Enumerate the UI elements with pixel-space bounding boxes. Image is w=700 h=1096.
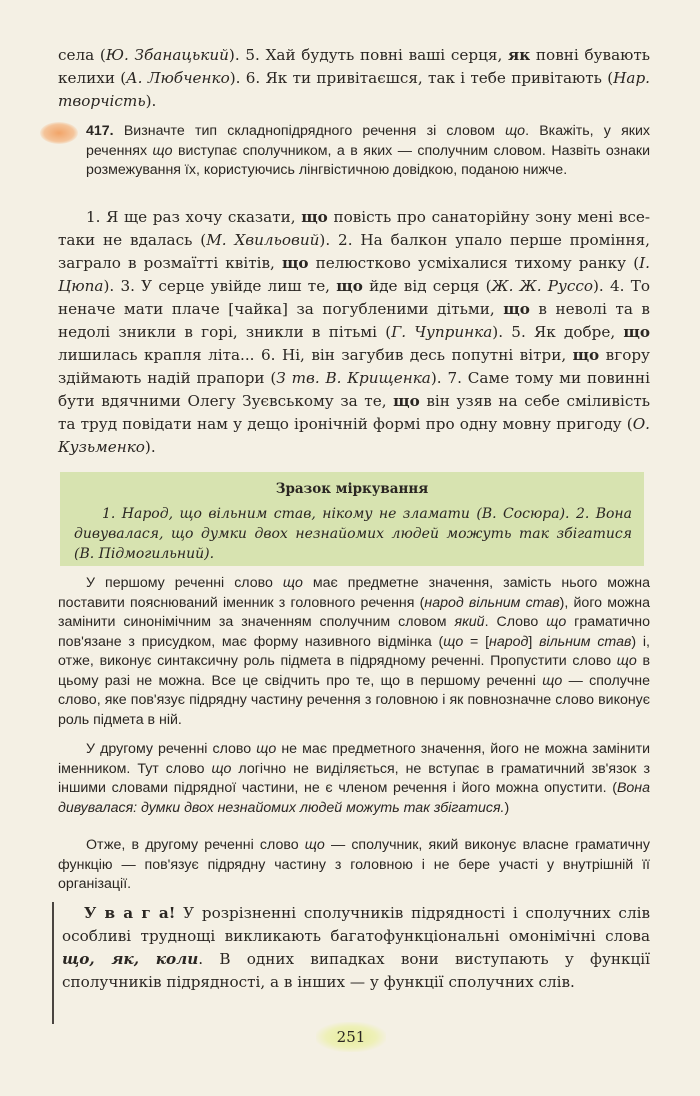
exercise-number: 417. [86, 123, 114, 139]
explanation-paragraph-3: Отже, в другому реченні слово що — сполучник, який виконує власне граматичну функцію — пов'язує підрядну частину з головною і не бере участі у внутрішній її організації. [58, 837, 650, 892]
author-citation: І. Цюпа [58, 254, 650, 295]
attention-label: У в а г а! [84, 904, 176, 922]
attention-note: У в а г а! У розрізненні сполучників підрядності і сполучних слів особливі труднощі викликають багатофункціональні омонімічні слова що, як, коли. В одних випадках вони виступають у функції сполучників підрядності, а в інших — у функції сполучних слів. [62, 904, 650, 991]
exercise-sentences: 1. Я ще раз хочу сказати, що повість про санаторійну зону мені все-таки не вдалась (М. Хвильовий). 2. На балкон упало перше проміння, заграло в розмаїтті квітів, що пелюстково усміхалися тихому ранку (І. Цюпа). 3. У серце увійде лиш те, що йде від серця (Ж. Ж. Руссо). 4. То неначе мати плаче [чайка] за погубленими дітьми, що в неволі та в недолі зникли в горі, зникли в пітьмі (Г. Чупринка). 5. Як добре, що лишилась крапля літа... 6. Ні, він загубив десь попутні вітри, що вгору здіймають надій прапори (З тв. В. Крищенка). 7. Саме тому ми повинні бути вдячними Олегу Зуєвському за те, що він узяв на себе сміливість та труд повідати нам у дещо іронічній формі про одну мовну пригоду (О. Кузьменко). [58, 208, 650, 456]
author-citation: Г. Чупринка [391, 323, 493, 341]
author-citation: О. Кузьменко [58, 415, 650, 456]
keyword: як [508, 46, 531, 64]
sample-title: Зразок міркування [275, 481, 429, 497]
top-paragraph: села (Ю. Збанацький). 5. Хай будуть повні ваші серця, як повні бувають келихи (А. Любченко). 6. Як ти привітаєшся, так і тебе привітають (Нар. творчість). [58, 46, 651, 110]
author-citation: А. Любченко [126, 69, 230, 87]
author-citation: Ж. Ж. Руссо [491, 277, 593, 295]
author-citation: М. Хвильовий [206, 231, 320, 249]
author-citation: Нар. творчість [58, 69, 650, 110]
sample-reasoning-box [60, 472, 644, 566]
exercise-marker-icon [40, 122, 78, 144]
sample-sentences: 1. Народ, що вільним став, нікому не зламати (В. Сосюра). 2. Вона дивувалася, що думки двох незнайомих людей можуть так збігатися (В. Підмогильний). [74, 506, 632, 562]
explanation-paragraph-1: У першому реченні слово що має предметне значення, замість нього можна поставити пояснюваний іменник з головного речення (народ вільним став), його можна замінити синонімічним за значенням сполучним словом який. Слово що граматично пов'язане з присудком, має форму називного відмінка (що = [народ] вільним став) і, отже, виконує синтаксичну роль підмета в підрядному реченні. Пропустити слово що в цьому разі не можна. Все це свідчить про те, що в першому реченні що — сполучне слово, яке пов'язує підрядну частину речення з головною і як повнозначне слово виконує роль підмета в ній. [58, 575, 651, 728]
page-number: 251 [316, 1022, 386, 1052]
author-citation: З тв. В. Крищенка [276, 369, 431, 387]
attention-rule-divider [52, 902, 54, 1024]
explanation-paragraph-2: У другому реченні слово що не має предметного значення, його не можна замінити іменником. Тут слово що логічно не виділяється, не вступає в граматичний зв'язок з іншими словами підрядної частини, не є членом речення і його можна опустити. (Вона дивувалася: думки двох незнайомих людей можуть так збігатися.) [58, 741, 650, 816]
author-citation: Ю. Збанацький [105, 46, 229, 64]
exercise-task: 417. Визначте тип складнопідрядного речення зі словом що. Вкажіть, у яких реченнях що виступає сполучником, а в яких — сполучним словом. Назвіть ознаки розмежування їх, користуючись лінгвістичною довідкою, поданою нижче. [86, 123, 650, 178]
